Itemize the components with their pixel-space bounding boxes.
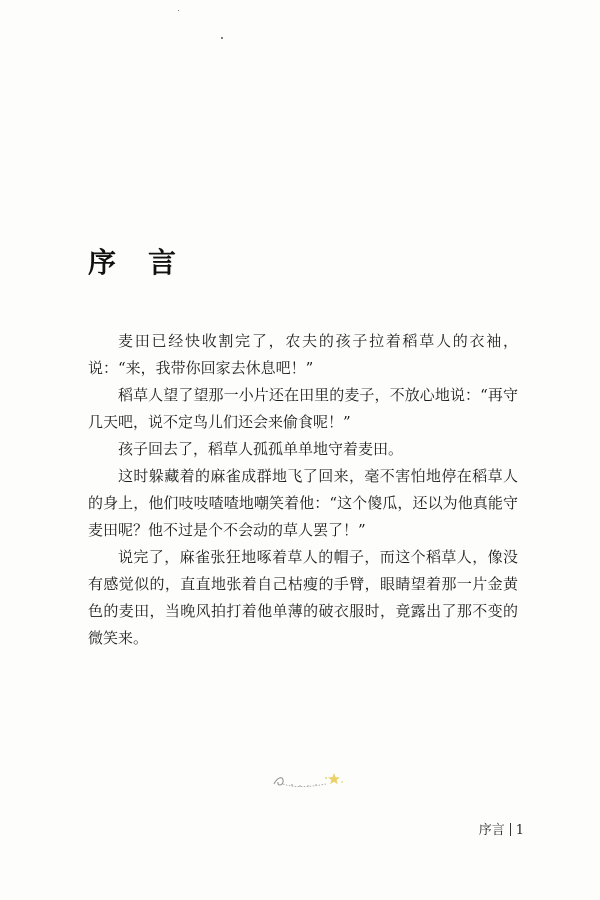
preface-body <box>88 328 518 652</box>
scan-speck <box>221 37 223 39</box>
chapter-title: 序 言 <box>88 245 179 279</box>
footer-divider <box>510 823 511 836</box>
paragraph: 说完了，麻雀张狂地啄着草人的帽子，而这个稻草人，像没有感觉似的，直直地张着自己枯瘦的手臂，眼睛望着那一片金黄色的麦田，当晚风拍打着他单薄的破衣服时，竟露出了那不变的微笑来。 <box>88 548 518 647</box>
decorative-vine-star-icon <box>270 770 350 792</box>
paragraph: 稻草人望了望那一小片还在田里的麦子，不放心地说：“再守几天吧，说不定鸟儿们还会来偷食呢！” <box>88 386 518 431</box>
paragraph: 孩子回去了，稻草人孤孤单单地守着麦田。 <box>118 440 404 458</box>
page-footer <box>479 819 524 838</box>
scan-speck <box>178 10 179 11</box>
page-number: 1 <box>515 823 524 838</box>
paragraph: 麦田已经快收割完了，农夫的孩子拉着稻草人的衣袖，说：“来，我带你回家去休息吧！” <box>88 332 518 377</box>
running-head: 序言 <box>478 823 505 838</box>
paragraph: 这时躲藏着的麻雀成群地飞了回来，毫不害怕地停在稻草人的身上，他们吱吱喳喳地嘲笑着他：“这个傻瓜，还以为他真能守麦田呢？他不过是个不会动的草人罢了！” <box>88 467 518 539</box>
